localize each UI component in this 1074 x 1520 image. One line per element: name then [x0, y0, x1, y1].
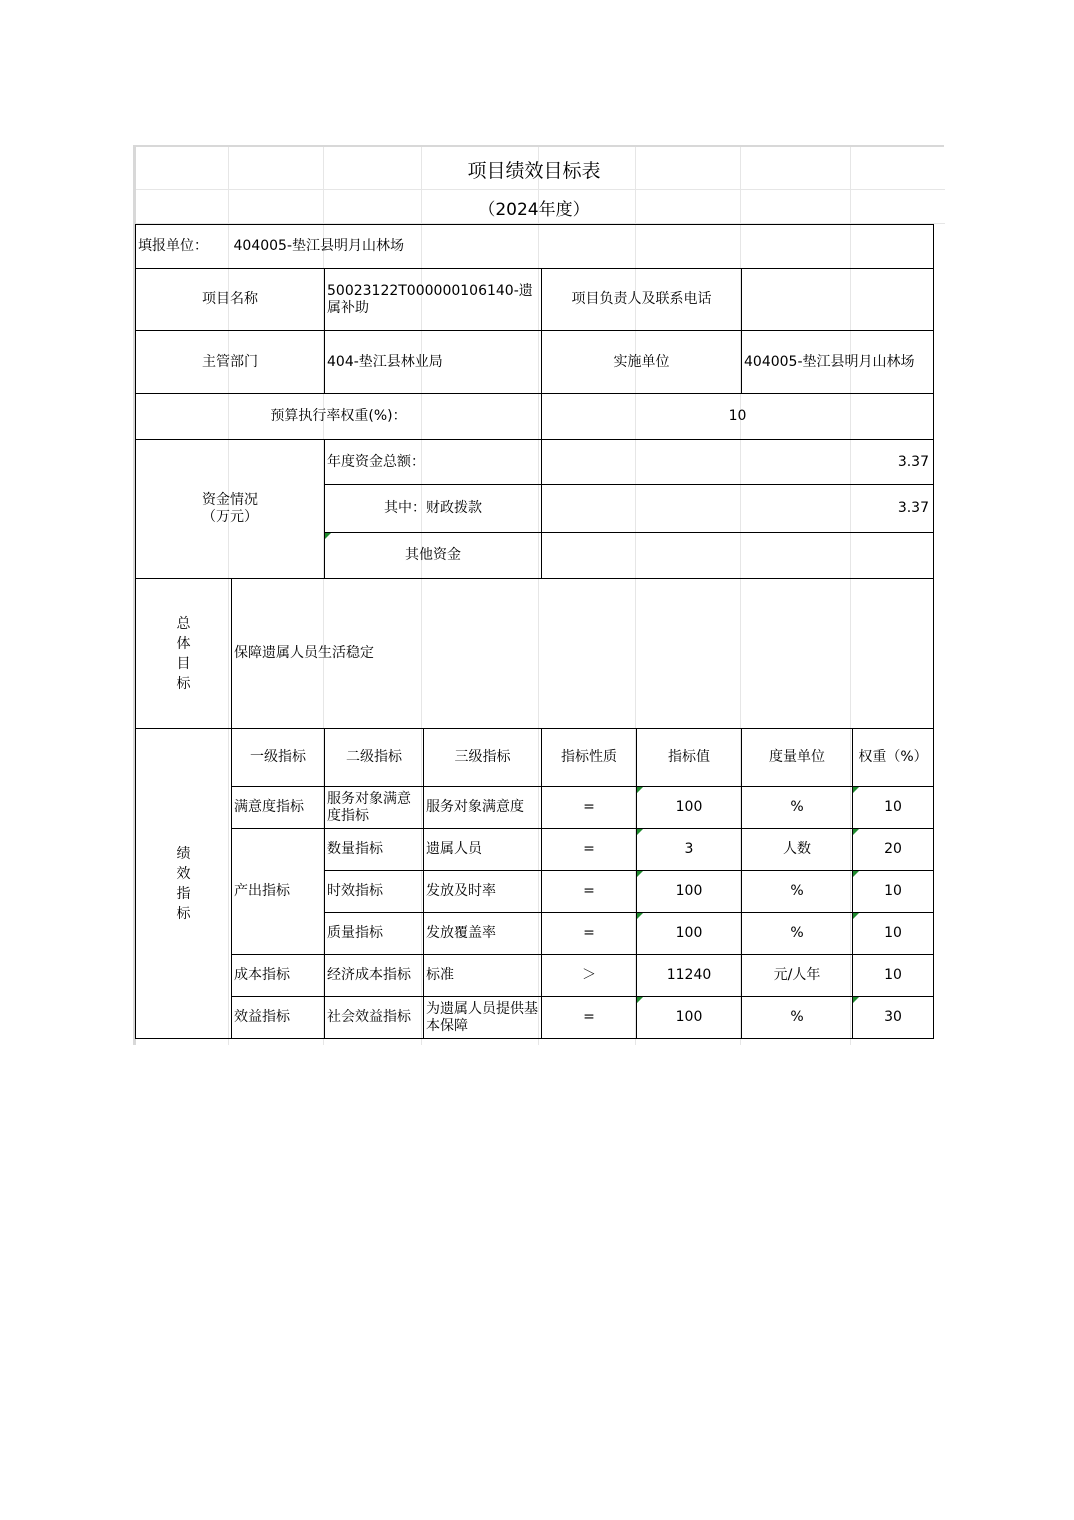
- page-subtitle: （2024年度）: [478, 199, 590, 220]
- budget-weight-value: 10: [542, 394, 934, 440]
- funds-label: 资金情况（万元）: [136, 440, 325, 579]
- indicator-value: 11240: [637, 955, 742, 997]
- project-name-value: 50023122T000000106140-遗属补助: [325, 269, 542, 331]
- indicator-unit: %: [742, 871, 853, 913]
- indicator-value: 100: [637, 997, 742, 1039]
- indicator-operator: ＞: [542, 955, 637, 997]
- indicator-level3: 发放覆盖率: [424, 913, 542, 955]
- indicator-unit: %: [742, 787, 853, 829]
- impl-unit-label: 实施单位: [542, 331, 742, 394]
- indicator-row: [136, 997, 934, 1039]
- indicators-label: 绩效指标: [136, 729, 232, 1039]
- indicator-unit: 元/人年: [742, 955, 853, 997]
- indicator-level1: 满意度指标: [232, 787, 325, 829]
- indicator-level3: 服务对象满意度: [424, 787, 542, 829]
- overall-goal-value: 保障遗属人员生活稳定: [232, 579, 934, 729]
- indicator-level3: 发放及时率: [424, 871, 542, 913]
- indicator-level3: 为遗属人员提供基本保障: [424, 997, 542, 1039]
- indicator-level3: 遗属人员: [424, 829, 542, 871]
- indicator-weight: 10: [853, 955, 934, 997]
- indicator-weight: 10: [853, 871, 934, 913]
- budget-weight-label: 预算执行率权重(%)：: [136, 394, 542, 440]
- header-value: 指标值: [637, 729, 742, 787]
- indicator-level2: 服务对象满意度指标: [325, 787, 424, 829]
- indicator-weight: 10: [853, 787, 934, 829]
- header-nature: 指标性质: [542, 729, 637, 787]
- indicator-level1: 产出指标: [232, 829, 325, 955]
- indicator-value: 100: [637, 787, 742, 829]
- header-level3: 三级指标: [424, 729, 542, 787]
- project-name-row: [136, 269, 934, 331]
- overall-goal-label: 总体目标: [136, 579, 232, 729]
- performance-table: [135, 224, 934, 1039]
- funds-other-label: 其他资金: [325, 533, 542, 579]
- overall-goal-row: [136, 579, 934, 729]
- indicator-level2: 质量指标: [325, 913, 424, 955]
- impl-unit-value: 404005-垫江县明月山林场: [742, 331, 934, 394]
- funds-other-value: [542, 533, 934, 579]
- indicator-value: 100: [637, 871, 742, 913]
- indicator-level1: 效益指标: [232, 997, 325, 1039]
- project-leader-value: [742, 269, 934, 331]
- fill-unit-row: [136, 225, 934, 269]
- header-unit: 度量单位: [742, 729, 853, 787]
- indicator-operator: =: [542, 829, 637, 871]
- indicator-unit: %: [742, 913, 853, 955]
- funds-fiscal-value: 3.37: [542, 485, 934, 533]
- funds-total-row: [136, 440, 934, 485]
- header-level2: 二级指标: [325, 729, 424, 787]
- indicator-value: 100: [637, 913, 742, 955]
- indicator-weight: 30: [853, 997, 934, 1039]
- indicator-operator: =: [542, 787, 637, 829]
- funds-total-value: 3.37: [542, 440, 934, 485]
- fill-unit-label: 填报单位：: [136, 225, 232, 269]
- sheet-top-edge: [133, 145, 944, 147]
- indicator-operator: =: [542, 997, 637, 1039]
- project-leader-label: 项目负责人及联系电话: [542, 269, 742, 331]
- dept-row: [136, 331, 934, 394]
- funds-fiscal-label: 其中：财政拨款: [325, 485, 542, 533]
- budget-weight-row: [136, 394, 934, 440]
- indicator-weight: 10: [853, 913, 934, 955]
- indicator-header-row: [136, 729, 934, 787]
- indicator-level2: 时效指标: [325, 871, 424, 913]
- indicator-level3: 标准: [424, 955, 542, 997]
- indicator-unit: 人数: [742, 829, 853, 871]
- indicator-value: 3: [637, 829, 742, 871]
- indicator-level2: 数量指标: [325, 829, 424, 871]
- header-level1: 一级指标: [232, 729, 325, 787]
- indicator-row: [136, 829, 934, 871]
- indicator-row: [136, 787, 934, 829]
- dept-value: 404-垫江县林业局: [325, 331, 542, 394]
- indicator-unit: %: [742, 997, 853, 1039]
- indicator-level2: 社会效益指标: [325, 997, 424, 1039]
- indicator-level2: 经济成本指标: [325, 955, 424, 997]
- indicator-level1: 成本指标: [232, 955, 325, 997]
- page-title: 项目绩效目标表: [467, 159, 601, 182]
- project-name-label: 项目名称: [136, 269, 325, 331]
- header-weight: 权重（%）: [853, 729, 934, 787]
- funds-total-label: 年度资金总额：: [325, 440, 542, 485]
- indicator-operator: =: [542, 871, 637, 913]
- indicator-weight: 20: [853, 829, 934, 871]
- dept-label: 主管部门: [136, 331, 325, 394]
- fill-unit-value: 404005-垫江县明月山林场: [232, 225, 934, 269]
- indicator-operator: =: [542, 913, 637, 955]
- indicator-row: [136, 955, 934, 997]
